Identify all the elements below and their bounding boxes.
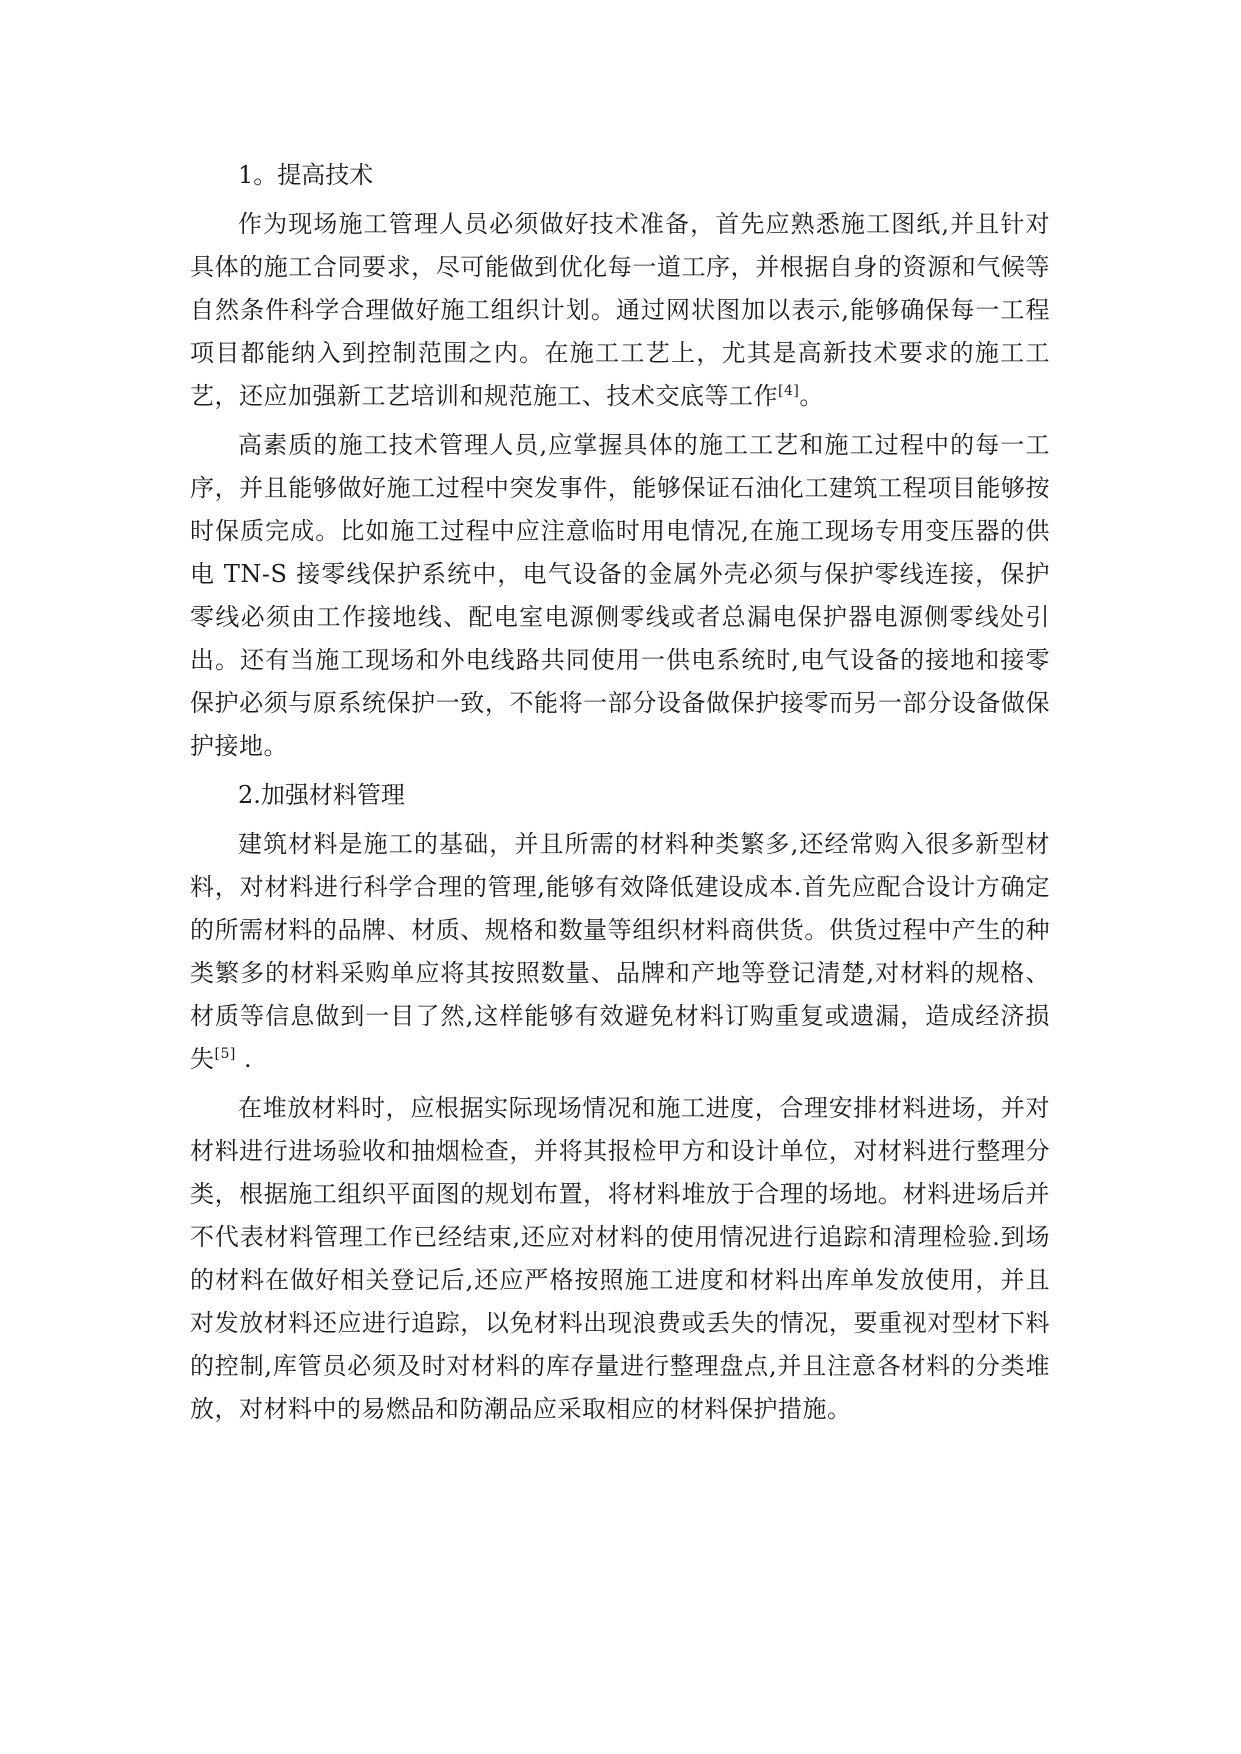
section-heading-2: 2.加强材料管理 — [238, 781, 405, 809]
document-page — [190, 154, 1050, 1437]
citation-ref: [4] — [778, 383, 800, 399]
paragraph-text: 高素质的施工技术管理人员,应掌握具体的施工工艺和施工过程中的每一工序，并且能够做好施工过程中突发事件，能够保证石油化工建筑工程项目能够按时保质完成。比如施工过程中应注意临时用电情况,在施工现场专用变压器的供电 TN-S 接零线保护系统中，电气设备的金属外壳必须与保护零线连接，保护零线必须由工作接地线、配电室电源侧零线或者总漏电保护器电源侧零线处引出。还有当施工现场和外电线路共同使用一供电系统时,电气设备的接地和接零保护必须与原系统保护一致，不能将一部分设备做保护接零而另一部分设备做保护接地。 — [190, 431, 1050, 760]
paragraph-1-1 — [190, 203, 1050, 418]
section-heading-1: 1。提高技术 — [238, 161, 374, 189]
paragraph-tail: 。 — [799, 382, 824, 410]
paragraph-text: 在堆放材料时，应根据实际现场情况和施工进度，合理安排材料进场，并对材料进行进场验收和抽烟检查，并将其报检甲方和设计单位，对材料进行整理分类，根据施工组织平面图的规划布置，将材料堆放于合理的场地。材料进场后并不代表材料管理工作已经结束,还应对材料的使用情况进行追踪和清理检验.到场的材料在做好相关登记后,还应严格按照施工进度和材料出库单发放使用，并且对发放材料还应进行追踪，以免材料出现浪费或丢失的情况，要重视对型材下料的控制,库管员必须及时对材料的库存量进行整理盘点,并且注意各材料的分类堆放，对材料中的易燃品和防潮品应采取相应的材料保护措施。 — [190, 1094, 1050, 1423]
paragraph-text: 作为现场施工管理人员必须做好技术准备，首先应熟悉施工图纸,并且针对具体的施工合同要求，尽可能做到优化每一道工序，并根据自身的资源和气候等自然条件科学合理做好施工组织计划。通过网状图加以表示,能够确保每一工程项目都能纳入到控制范围之内。在施工工艺上，尤其是高新技术要求的施工工艺，还应加强新工艺培训和规范施工、技术交底等工作 — [190, 210, 1050, 410]
paragraph-tail: . — [235, 1045, 253, 1073]
paragraph-1-2 — [190, 424, 1050, 768]
paragraph-2-1 — [190, 823, 1050, 1081]
citation-ref: [5] — [214, 1046, 236, 1062]
paragraph-text: 建筑材料是施工的基础，并且所需的材料种类繁多,还经常购入很多新型材料，对材料进行科学合理的管理,能够有效降低建设成本.首先应配合设计方确定的所需材料的品牌、材质、规格和数量等组织材料商供货。供货过程中产生的种类繁多的材料采购单应将其按照数量、品牌和产地等登记清楚,对材料的规格、材质等信息做到一目了然,这样能够有效避免材料订购重复或遗漏，造成经济损失 — [190, 830, 1050, 1073]
paragraph-2-2 — [190, 1087, 1050, 1431]
